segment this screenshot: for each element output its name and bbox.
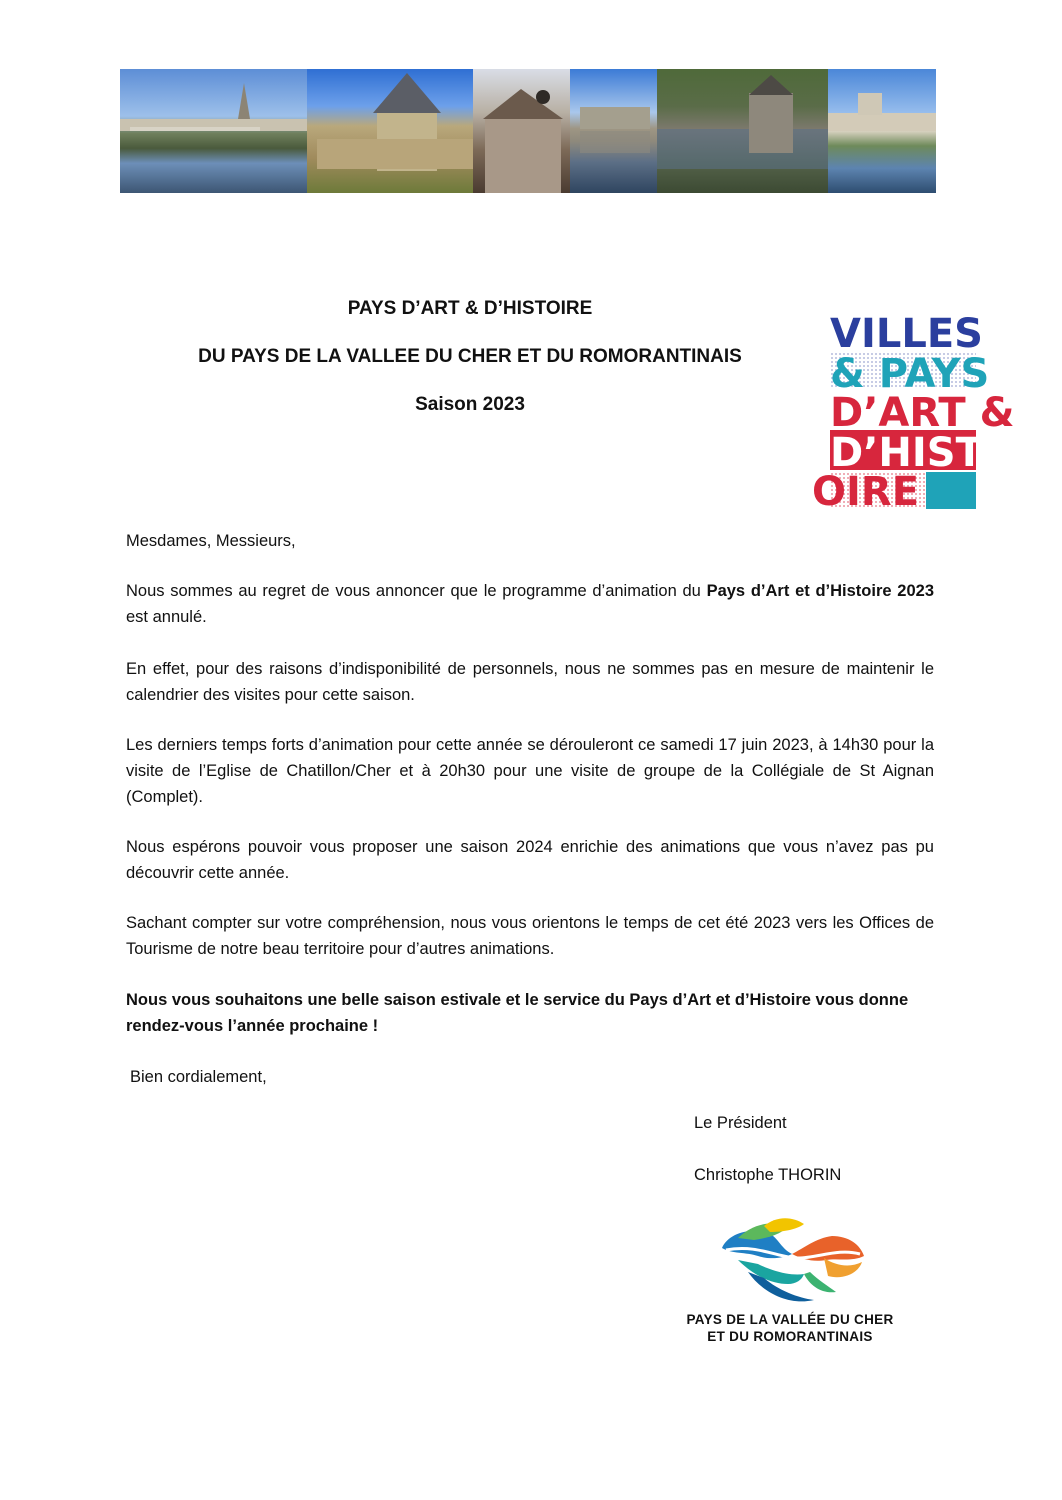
paragraph-last-events: Les derniers temps forts d’animation pour cette année se dérouleront ce samedi 17 juin 2023, à 14h30 pour la visite de l’Eglise de Chatillon/Cher et à 20h30 pour une visite de groupe de la Collégiale de St Aignan (Complet). <box>126 736 934 806</box>
announcement-text-start: Nous sommes au regret de vous annoncer que le programme d’animation du <box>126 582 707 600</box>
paragraph-next-season: Nous espérons pouvoir vous proposer une saison 2024 enrichie des animations que vous n’avez pas pu découvrir cette année. <box>126 838 934 882</box>
photo-hilltop-town <box>828 69 936 193</box>
announcement-text-end: est annulé. <box>126 608 207 626</box>
photo-town-bridge <box>120 69 307 193</box>
signature-role: Le Président <box>694 1114 787 1132</box>
pays-vallee-cher-logo-text <box>680 1311 900 1345</box>
paragraph-wishes: Nous vous souhaitons une belle saison estivale et le service du Pays d’Art et d’Histoire vous donne rendez-vous l’année prochaine ! <box>126 991 909 1035</box>
salutation: Mesdames, Messieurs, <box>126 532 296 550</box>
closing: Bien cordialement, <box>130 1068 267 1086</box>
title-line-2: DU PAYS DE LA VALLEE DU CHER ET DU ROMORANTINAIS <box>198 346 742 367</box>
paragraph-announcement <box>126 578 934 630</box>
photo-castle <box>307 69 473 193</box>
photo-river-reflection <box>570 69 657 193</box>
paragraph-reason: En effet, pour des raisons d’indisponibilité de personnels, nous ne sommes pas en mesure de maintenir le calendrier des visites pour cette saison. <box>126 660 934 704</box>
logo-line-oire: OIRE <box>812 469 920 515</box>
photo-moated-chateau <box>657 69 828 193</box>
signature-name: Christophe THORIN <box>694 1166 842 1184</box>
title-line-1: PAYS D’ART & D’HISTOIRE <box>347 298 593 319</box>
paragraph-tourism-offices: Sachant compter sur votre compréhension, nous vous orientons le temps de cet été 2023 vers les Offices de Tourisme de notre beau territoire pour d’autres animations. <box>126 914 934 958</box>
villes-pays-art-histoire-logo <box>812 311 1017 515</box>
logo-line-art: D’ART & <box>830 390 1015 436</box>
pays-vallee-cher-logo <box>718 1214 868 1314</box>
logo-text-line-1: PAYS DE LA VALLÉE DU CHER <box>686 1312 894 1327</box>
logo-line-histo: D’HISTO <box>830 430 1017 476</box>
season-title: Saison 2023 <box>415 394 525 415</box>
logo-text-line-2: ET DU ROMORANTINAIS <box>707 1329 873 1344</box>
photo-banner <box>120 69 936 193</box>
announcement-program-name: Pays d’Art et d’Histoire 2023 <box>706 582 935 600</box>
logo-line-pays: & PAYS <box>830 351 990 397</box>
logo-line-villes: VILLES <box>830 311 983 357</box>
photo-timber-house <box>473 69 570 193</box>
